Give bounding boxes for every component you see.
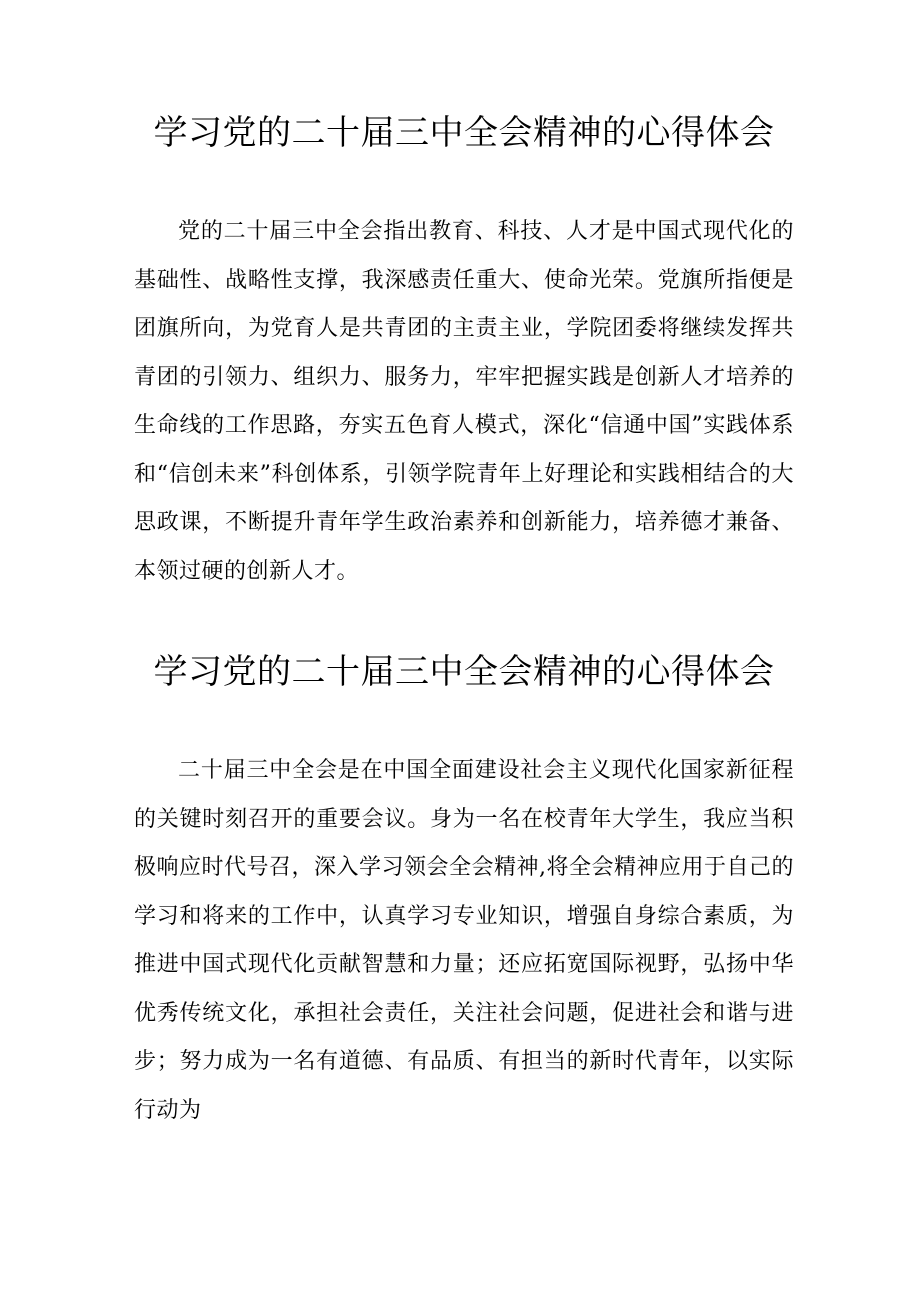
essay-title: 学习党的二十届三中全会精神的心得体会 xyxy=(153,113,775,153)
essay-body: 党的二十届三中全会指出教育、科技、人才是中国式现代化的基础性、战略性支撑，我深感责任重大、使命光荣。党旗所指便是团旗所向，为党育人是共青团的主责主业，学院团委将继续发挥共青团的引领力、组织力、服务力，牢牢把握实践是创新人才培养的生命线的工作思路，夯实五色育人模式，深化“信通中国”实践体系和“信创未来”科创体系，引领学院青年上好理论和实践相结合的大思政课，不断提升青年学生政治素养和创新能力，培养德才兼备、本领过硬的创新人才。 xyxy=(134,219,794,584)
essay-body: 二十届三中全会是在中国全面建设社会主义现代化国家新征程的关键时刻召开的重要会议。身为一名在校青年大学生，我应当积极响应时代号召，深入学习领会全会精神,将全会精神应用于自己的学习和将来的工作中，认真学习专业知识，增强自身综合素质，为推进中国式现代化贡献智慧和力量；还应拓宽国际视野，弘扬中华优秀传统文化，承担社会责任，关注社会问题，促进社会和谐与进步；努力成为一名有道德、有品质、有担当的新时代青年，以实际行动为 xyxy=(134,758,794,1123)
essay-section-2 xyxy=(134,647,794,1135)
essay-section-1 xyxy=(134,108,794,596)
essay-title: 学习党的二十届三中全会精神的心得体会 xyxy=(153,652,775,692)
